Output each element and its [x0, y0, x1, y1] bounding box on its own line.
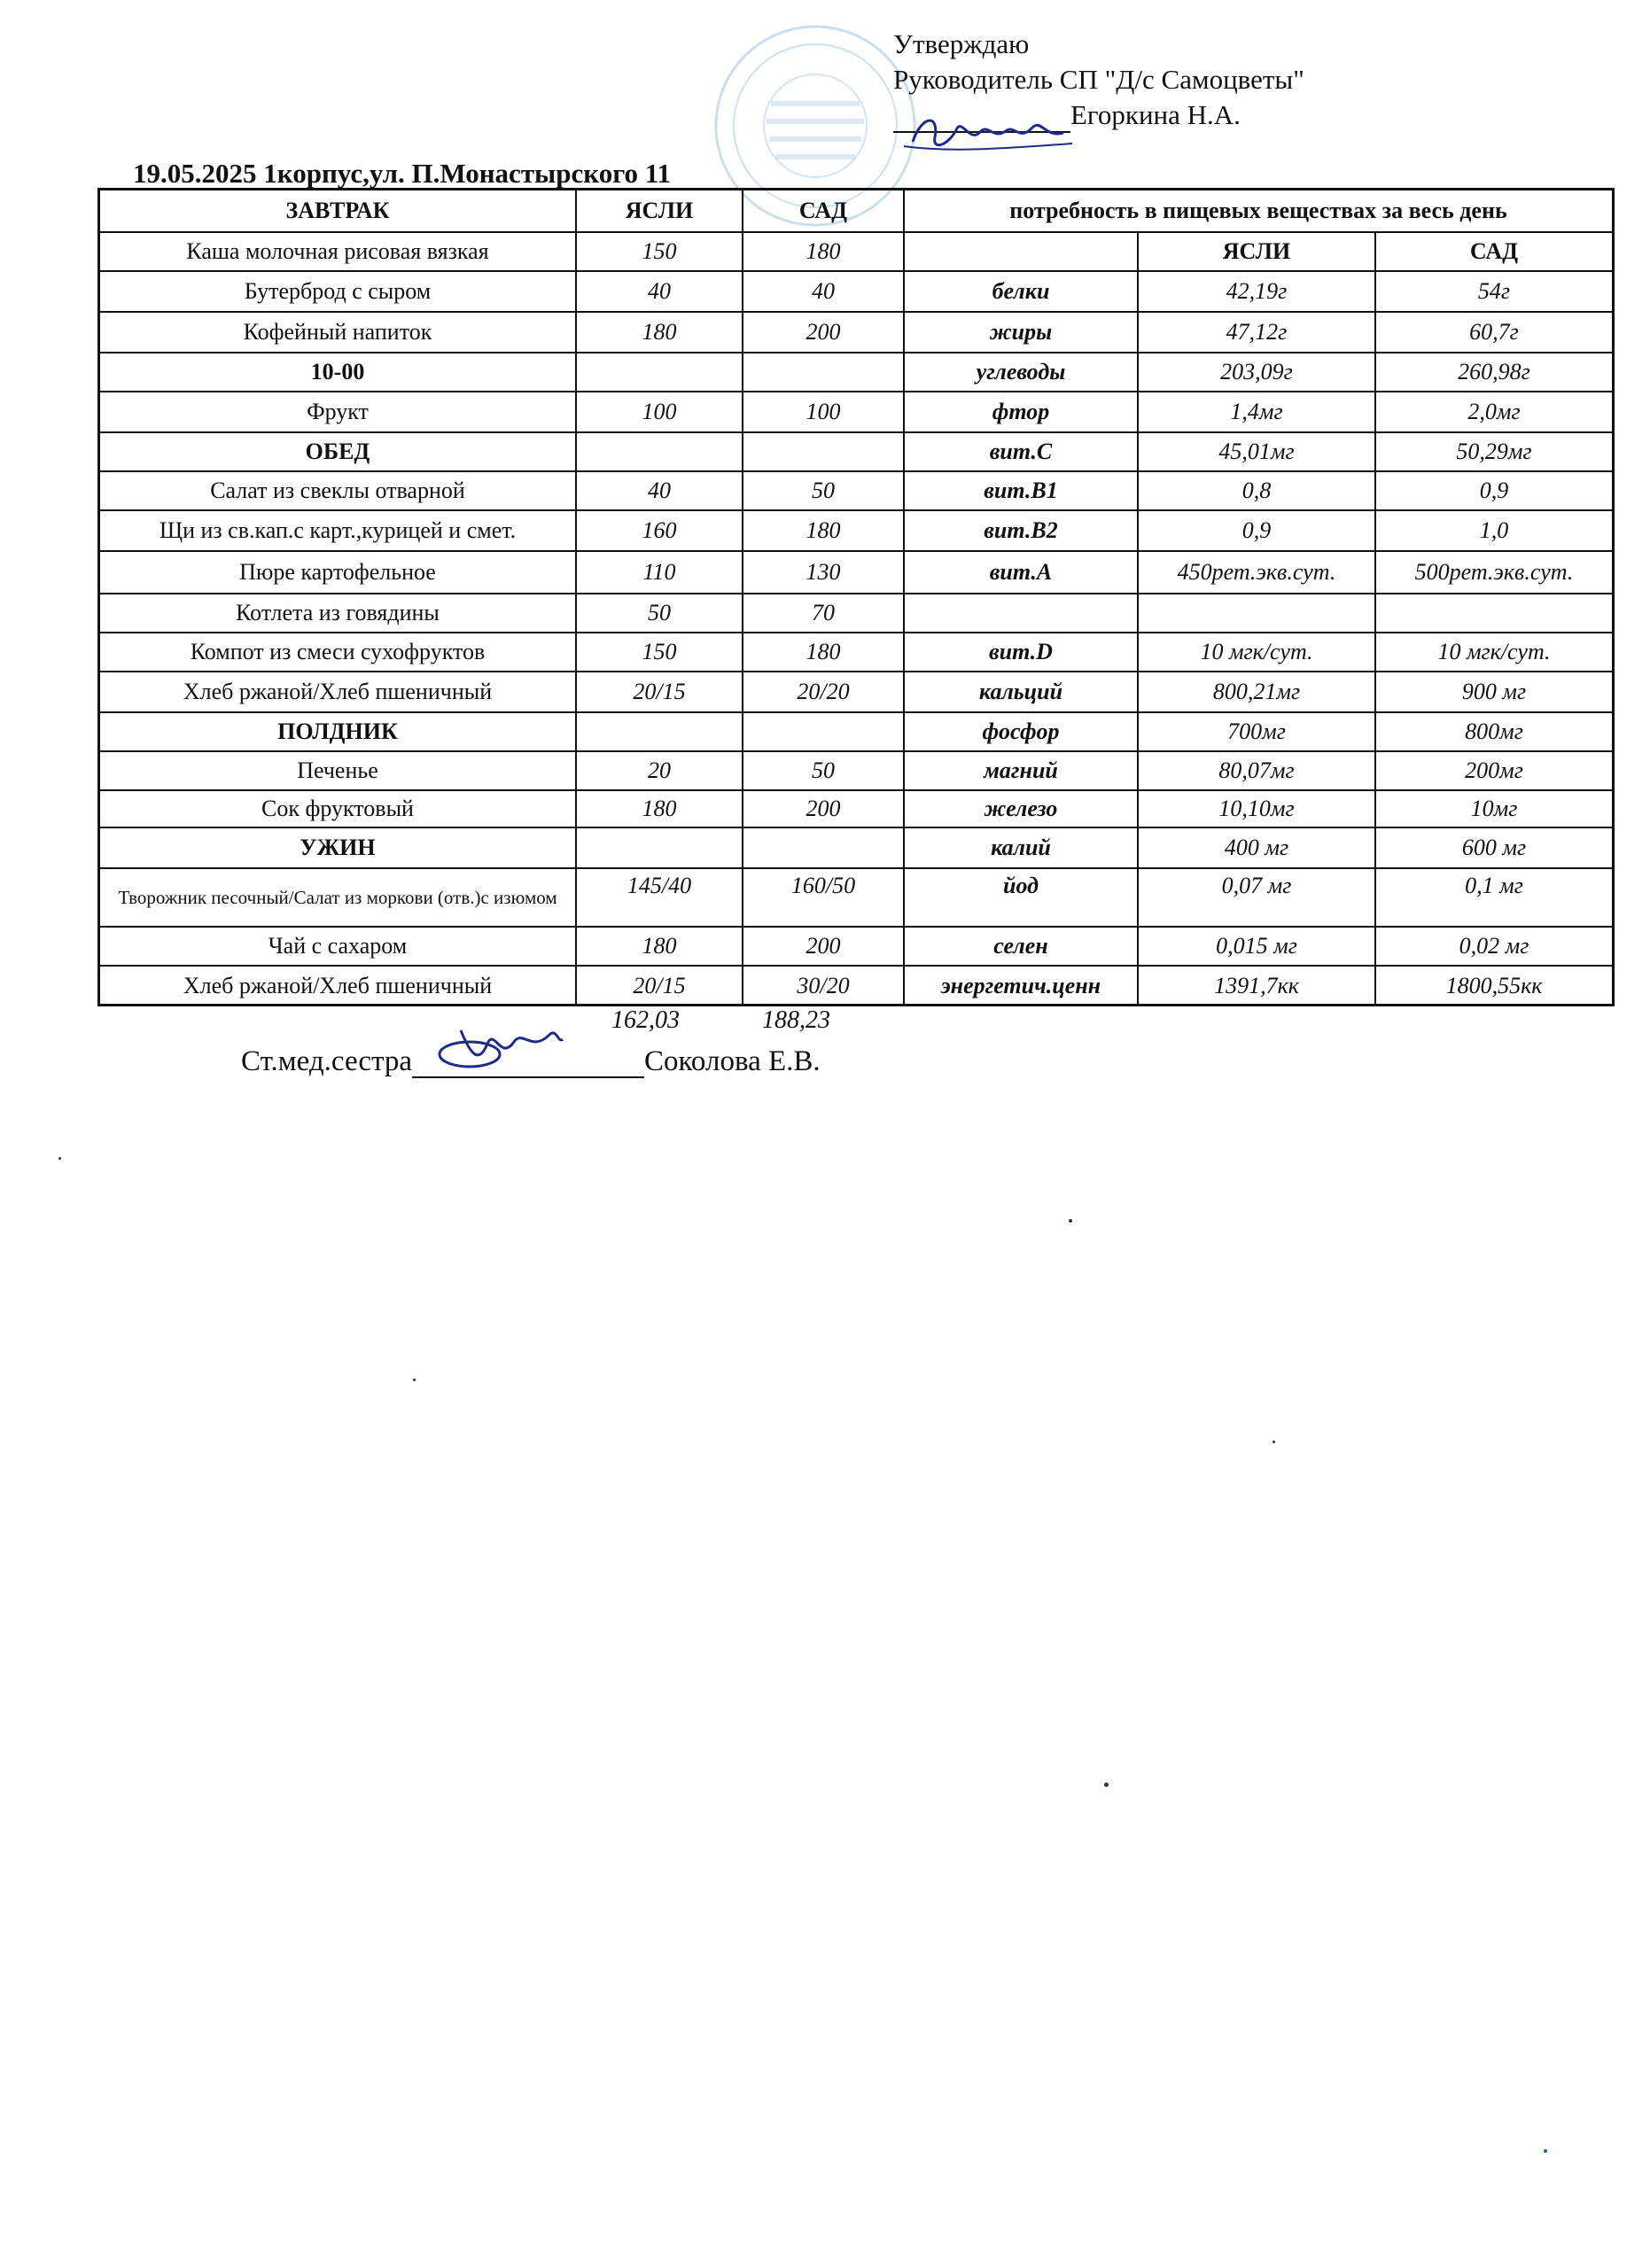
portion-nursery: 150 — [577, 633, 743, 672]
nutrient-nursery: 1,4мг — [1139, 392, 1376, 433]
nutrient-name: вит.D — [905, 633, 1139, 672]
nutrient-name: кальций — [905, 672, 1139, 713]
nutrient-garden: 0,9 — [1376, 472, 1612, 511]
portion-nursery — [577, 433, 743, 472]
nutrient-nursery: 450рет.экв.сут. — [1139, 552, 1376, 594]
nutrient-garden: 900 мг — [1376, 672, 1612, 713]
portion-garden: 180 — [743, 511, 905, 552]
dish-name: 10-00 — [100, 353, 577, 392]
dish-name: Бутерброд с сыром — [100, 272, 577, 313]
nutrient-name: вит.А — [905, 552, 1139, 594]
nurse-label: Ст.мед.сестра — [241, 1045, 413, 1077]
nutrient-name — [905, 233, 1139, 272]
nutrient-nursery: 700мг — [1139, 713, 1376, 752]
dish-name: Печенье — [100, 752, 577, 791]
portion-nursery: 145/40 — [577, 869, 743, 928]
nutrient-nursery: 47,12г — [1139, 313, 1376, 353]
nutrient-name: белки — [905, 272, 1139, 313]
nutrient-nursery: 42,19г — [1139, 272, 1376, 313]
portion-garden: 50 — [743, 752, 905, 791]
scan-speck — [1544, 2149, 1547, 2153]
portion-garden: 180 — [743, 233, 905, 272]
approval-position: Руководитель СП "Д/с Самоцветы" — [893, 64, 1304, 95]
portion-nursery: 110 — [577, 552, 743, 594]
dish-name: Хлеб ржаной/Хлеб пшеничный — [100, 967, 577, 1006]
portion-nursery: 160 — [577, 511, 743, 552]
nutrient-name: энергетич.ценн — [905, 967, 1139, 1006]
header-nursery: ЯСЛИ — [577, 190, 743, 233]
portion-garden: 160/50 — [743, 869, 905, 928]
dish-name: Салат из свеклы отварной — [100, 472, 577, 511]
nutrient-nursery: 80,07мг — [1139, 752, 1376, 791]
dish-name: Пюре картофельное — [100, 552, 577, 594]
portion-nursery: 20/15 — [577, 967, 743, 1006]
portion-garden: 70 — [743, 594, 905, 633]
dish-name: Компот из смеси сухофруктов — [100, 633, 577, 672]
nutrient-nursery: 45,01мг — [1139, 433, 1376, 472]
portion-garden: 20/20 — [743, 672, 905, 713]
nutrient-name: магний — [905, 752, 1139, 791]
nutrient-name: вит.В2 — [905, 511, 1139, 552]
scan-speck — [1104, 1783, 1109, 1787]
nutrient-nursery: 400 мг — [1139, 828, 1376, 869]
nutrient-garden: 0,1 мг — [1376, 869, 1612, 928]
nurse-signature — [434, 1017, 567, 1079]
portion-nursery — [577, 828, 743, 869]
nutrient-nursery — [1139, 594, 1376, 633]
portion-nursery — [577, 353, 743, 392]
nutrient-garden: 1800,55кк — [1445, 973, 1543, 998]
portion-garden: 200 — [743, 313, 905, 353]
dish-name: Творожник песочный/Салат из моркови (отв.)с изюмом — [100, 869, 577, 928]
nutrient-garden — [1376, 594, 1612, 633]
nutrient-name: селен — [905, 928, 1139, 967]
nutrient-nursery: 0,9 — [1139, 511, 1376, 552]
nutrient-garden: 10мг — [1376, 791, 1612, 828]
portion-garden — [743, 433, 905, 472]
subheader-garden: САД — [1376, 233, 1612, 272]
approval-name: Егоркина Н.А. — [1070, 99, 1241, 130]
subheader-nursery: ЯСЛИ — [1139, 233, 1376, 272]
nutrient-garden: 50,29мг — [1376, 433, 1612, 472]
dish-name: Кофейный напиток — [100, 313, 577, 353]
menu-table — [97, 188, 1615, 1006]
portion-garden: 100 — [743, 392, 905, 433]
dish-name: ОБЕД — [100, 433, 577, 472]
page-title: 19.05.2025 1корпус,ул. П.Монастырского 11 — [133, 158, 672, 189]
nutrient-name: жиры — [905, 313, 1139, 353]
nutrient-garden: 600 мг — [1376, 828, 1612, 869]
nutrient-name: углеводы — [905, 353, 1139, 392]
dish-name: ПОЛДНИК — [100, 713, 577, 752]
portion-nursery: 40 — [577, 272, 743, 313]
portion-garden: 40 — [743, 272, 905, 313]
nutrient-nursery: 800,21мг — [1139, 672, 1376, 713]
nutrient-name — [905, 594, 1139, 633]
director-signature — [895, 106, 1081, 159]
portion-garden: 50 — [743, 472, 905, 511]
portion-nursery: 50 — [577, 594, 743, 633]
portion-garden — [743, 828, 905, 869]
dish-name: Котлета из говядины — [100, 594, 577, 633]
nutrient-nursery: 1391,7кк — [1139, 967, 1376, 1006]
scan-speck — [1069, 1219, 1072, 1223]
nutrient-garden: 2,0мг — [1376, 392, 1612, 433]
nutrient-garden: 500рет.экв.сут. — [1376, 552, 1612, 594]
nutrient-nursery: 10 мгк/сут. — [1139, 633, 1376, 672]
nutrient-name: фтор — [905, 392, 1139, 433]
portion-nursery: 180 — [577, 791, 743, 828]
portion-garden: 200 — [743, 928, 905, 967]
nutrient-nursery: 203,09г — [1139, 353, 1376, 392]
nutrient-name: калий — [905, 828, 1139, 869]
portion-nursery: 150 — [577, 233, 743, 272]
dish-name: Сок фруктовый — [100, 791, 577, 828]
dish-name: Чай с сахаром — [100, 928, 577, 967]
portion-garden: 180 — [743, 633, 905, 672]
nutrient-garden: 60,7г — [1376, 313, 1612, 353]
nutrient-garden: 200мг — [1376, 752, 1612, 791]
portion-garden: 30/20 — [743, 967, 905, 1006]
dish-name: Хлеб ржаной/Хлеб пшеничный — [100, 672, 577, 713]
portion-nursery: 20 — [577, 752, 743, 791]
header-garden: САД — [743, 190, 905, 233]
nutrient-nursery: 10,10мг — [1139, 791, 1376, 828]
portion-garden: 130 — [743, 552, 905, 594]
portion-nursery — [577, 713, 743, 752]
nutrient-name: йод — [905, 869, 1139, 928]
dish-name: Фрукт — [100, 392, 577, 433]
total-nursery: 162,03 — [611, 1006, 680, 1034]
portion-nursery: 40 — [577, 472, 743, 511]
header-meal: ЗАВТРАК — [100, 190, 577, 233]
scan-speck — [1273, 1441, 1275, 1443]
portion-nursery: 180 — [577, 313, 743, 353]
nutrient-name: фосфор — [905, 713, 1139, 752]
portion-nursery: 180 — [577, 928, 743, 967]
nutrient-garden: 260,98г — [1376, 353, 1612, 392]
nutrient-nursery: 0,8 — [1139, 472, 1376, 511]
portion-garden: 200 — [743, 791, 905, 828]
nutrient-name: железо — [905, 791, 1139, 828]
nutrient-garden: 10 мгк/сут. — [1376, 633, 1612, 672]
portion-garden — [743, 713, 905, 752]
header-nutrient-needs: потребность в пищевых веществах за весь день — [905, 190, 1612, 233]
dish-name: УЖИН — [100, 828, 577, 869]
dish-name: Щи из св.кап.с карт.,курицей и смет. — [100, 511, 577, 552]
nurse-name: Соколова Е.В. — [644, 1045, 821, 1077]
menu-grid — [100, 190, 1612, 1004]
nutrient-garden: 1,0 — [1376, 511, 1612, 552]
nutrient-garden: 54г — [1376, 272, 1612, 313]
nutrient-nursery: 0,015 мг — [1139, 928, 1376, 967]
portion-nursery: 100 — [577, 392, 743, 433]
nutrient-name: вит.В1 — [905, 472, 1139, 511]
portion-garden — [743, 353, 905, 392]
total-garden: 188,23 — [762, 1006, 830, 1034]
dish-name: Каша молочная рисовая вязкая — [100, 233, 577, 272]
nutrient-garden: 800мг — [1376, 713, 1612, 752]
approval-heading: Утверждаю — [893, 28, 1030, 59]
scan-speck — [58, 1157, 61, 1160]
nutrient-name: вит.С — [905, 433, 1139, 472]
portion-nursery: 20/15 — [577, 672, 743, 713]
nutrient-nursery: 0,07 мг — [1139, 869, 1376, 928]
scan-speck — [413, 1379, 416, 1381]
nutrient-garden: 0,02 мг — [1376, 928, 1612, 967]
